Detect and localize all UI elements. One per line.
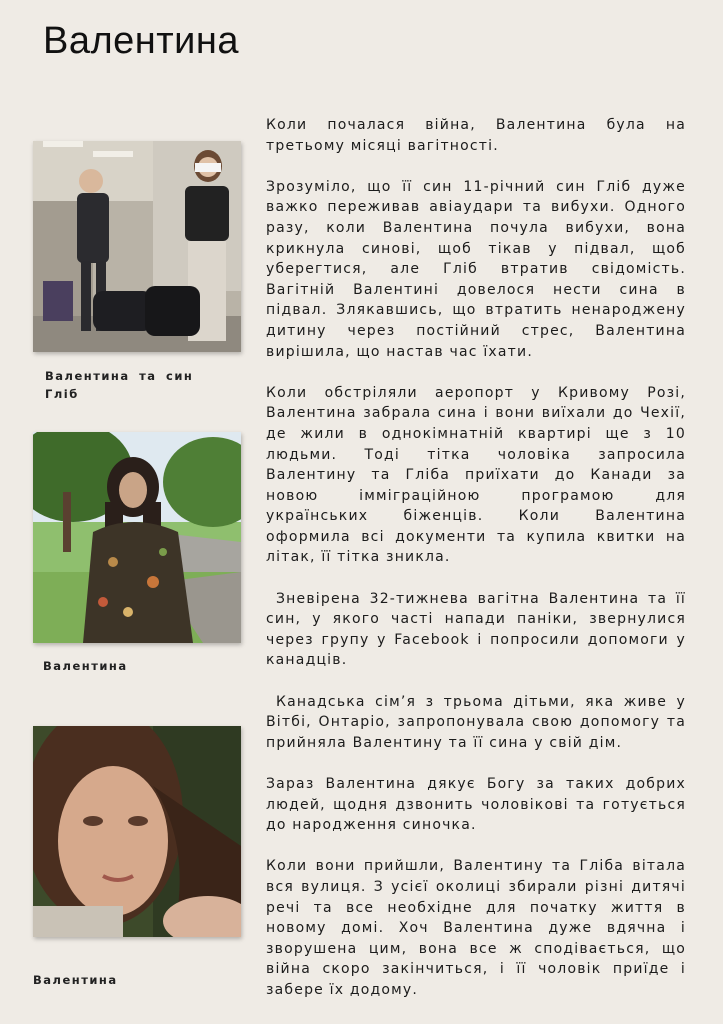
airport-photo-image (33, 141, 241, 352)
closeup-photo-image (33, 726, 241, 937)
photo-street (33, 432, 241, 643)
photo-caption-street: Валентина (43, 659, 128, 673)
article-paragraph: Зневірена 32-тижнева вагітна Валентина та її син, у якого часті напади паніки, звернулися через групу у Facebook і попросили допомоги у канадців. (266, 590, 686, 669)
photo-caption-airport: Валентина та син Гліб (45, 369, 194, 401)
article-paragraph: Коли почалася війна, Валентина була на третьому місяці вагітності. (266, 117, 686, 154)
article-paragraph: Коли вони прийшли, Валентину та Гліба вітала вся вулиця. З усієї околиці збирали різні дитячі речі та все необхідне для початку життя в новому домі. Хоч Валентина дуже вдячна і зворушена цим, вона все ж сподівається, що війна скоро закінчиться, і її чоловік приїде і забере їх додому. (266, 858, 686, 998)
article-paragraph: Зрозуміло, що її син 11-річний син Гліб дуже важко переживав авіаудари та вибухи. Одного разу, коли Валентина почула вибухи, вона крикнула синові, щоб тікав у підвал, щоб уберегтися, але Гліб втратив свідомість. Вагітній Валентині довелося нести сина в підвал. Злякавшись, що втратить ненароджену дитину через постійний стрес, Валентина вирішила, що настав час їхати. (266, 178, 686, 360)
street-photo-image (33, 432, 241, 643)
photo-caption-closeup: Валентина (33, 973, 118, 987)
photo-airport (33, 141, 241, 352)
page-title: Валентина (43, 20, 240, 62)
article-paragraph: Зараз Валентина дякує Богу за таких добрих людей, щодня дзвонить чоловікові та готується до народження синочка. (266, 776, 686, 834)
article-body (266, 115, 686, 1021)
photo-closeup (33, 726, 241, 937)
article-paragraph: Канадська сім’я з трьома дітьми, яка живе у Вітбі, Онтаріо, запропонувала свою допомогу та прийняла Валентину та її сина у свій дім. (266, 693, 686, 751)
article-paragraph: Коли обстріляли аеропорт у Кривому Розі, Валентина забрала сина і вони виїхали до Чехії, де жили в однокімнатній квартирі ще з 10 людьми. Тоді тітка чоловіка запросила Валентину та Гліба приїхати до Канади за новою імміграційною програмою для українських біженців. Коли Валентина оформила всі документи та купила квитки на літак, її тітка зникла. (266, 384, 686, 566)
